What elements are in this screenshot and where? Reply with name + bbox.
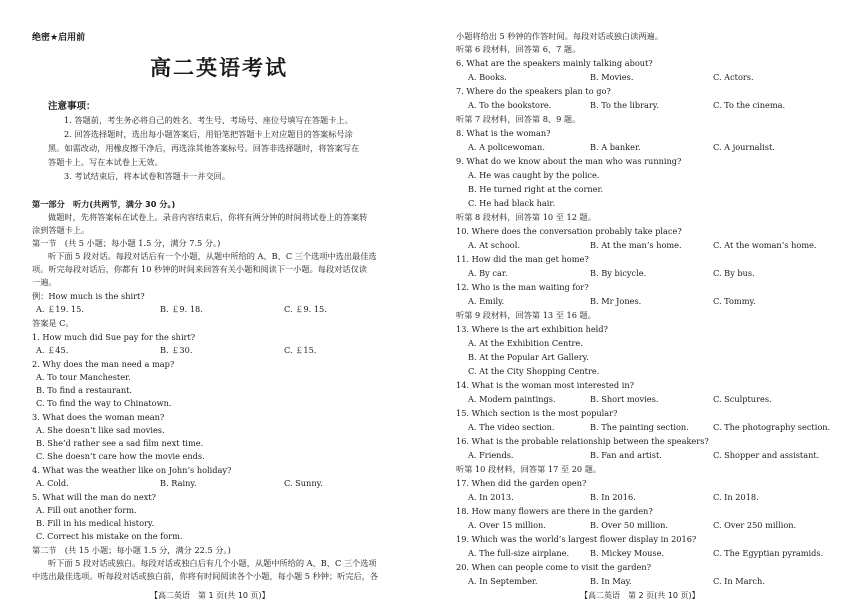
q14-option-b: B. Short movies. (590, 394, 659, 404)
q6-option-a: A. Books. (468, 72, 507, 82)
example-option-a: A. ￡19. 15. (36, 304, 84, 314)
q4-option-a: A. Cold. (36, 478, 69, 488)
example-option-c: C. ￡9. 15. (284, 304, 327, 314)
q20-option-a: A. In September. (468, 576, 538, 586)
q18-option-a: A. Over 15 million. (468, 520, 546, 530)
exam-title: 高二英语考试 (150, 56, 288, 80)
q19-option-b: B. Mickey Mouse. (590, 548, 665, 558)
question-2: 2. Why does the man need a map? (32, 359, 175, 369)
section2-instr-2: 中选出最佳选项。听每段对话或独白前，你将有时间阅读各个小题，每小题 5 秒钟；听完后，各 (32, 571, 379, 581)
question-10: 10. Where does the conversation probably take place? (456, 226, 682, 236)
q13-option-a: A. At the Exhibition Centre. (468, 338, 583, 348)
q3-option-c: C. She doesn’t care how the movie ends. (36, 451, 205, 461)
page-footer-1: 【高二英语 第 1 页(共 10 页)】 (150, 591, 270, 600)
q10-option-c: C. At the woman’s home. (713, 240, 817, 250)
q2-option-b: B. To find a restaurant. (36, 385, 133, 395)
material-9: 听第 9 段材料，回答第 13 至 16 题。 (456, 310, 596, 320)
section1-instr-3: 一遍。 (32, 277, 57, 287)
q17-option-a: A. In 2013. (468, 492, 514, 502)
example-answer: 答案是 C。 (32, 318, 74, 328)
q8-option-a: A. A policewoman. (468, 142, 545, 152)
example-question: 例：How much is the shirt? (32, 291, 145, 301)
question-19: 19. Which was the world’s largest flower display in 2016? (456, 534, 697, 544)
q20-option-c: C. In March. (713, 576, 765, 586)
q11-option-b: B. By bicycle. (590, 268, 647, 278)
section2-heading: 第二节 (共 15 小题；每小题 1.5 分，满分 22.5 分。) (32, 545, 231, 555)
q16-option-a: A. Friends. (468, 450, 514, 460)
q17-option-b: B. In 2016. (590, 492, 636, 502)
q12-option-a: A. Emily. (468, 296, 505, 306)
q13-option-c: C. At the City Shopping Centre. (468, 366, 600, 376)
question-7: 7. Where do the speakers plan to go? (456, 86, 611, 96)
q7-option-a: A. To the bookstore. (468, 100, 552, 110)
q15-option-c: C. The photography section. (713, 422, 831, 432)
q1-option-a: A. ￡45. (36, 345, 69, 355)
q20-option-b: B. In May. (590, 576, 632, 586)
material-6: 听第 6 段材料，回答第 6、7 题。 (456, 44, 581, 54)
q3-option-a: A. She doesn’t like sad movies. (36, 425, 165, 435)
q9-option-a: A. He was caught by the police. (468, 170, 600, 180)
page-2 (430, 0, 860, 608)
question-15: 15. Which section is the most popular? (456, 408, 618, 418)
question-8: 8. What is the woman? (456, 128, 551, 138)
q4-option-b: B. Rainy. (160, 478, 197, 488)
q6-option-c: C. Actors. (713, 72, 754, 82)
note-1: 1. 答题前，考生务必将自己的姓名、考生号、考场号、座位号填写在答题卡上。 (64, 115, 353, 125)
section1-instr-2: 项。听完每段对话后，你都有 10 秒钟的时间来回答有关小题和阅读下一小题。每段对话仅读 (32, 264, 367, 274)
q19-option-c: C. The Egyptian pyramids. (713, 548, 824, 558)
question-14: 14. What is the woman most interested in? (456, 380, 635, 390)
q7-option-c: C. To the cinema. (713, 100, 786, 110)
q17-option-c: C. In 2018. (713, 492, 759, 502)
q15-option-b: B. The painting section. (590, 422, 689, 432)
question-4: 4. What was the weather like on John’s holiday? (32, 465, 232, 475)
q3-option-b: B. She’d rather see a sad film next time. (36, 438, 204, 448)
section2-instr-1: 听下面 5 段对话或独白。每段对话或独白后有几个小题，从题中所给的 A、B、C 三个选项 (48, 558, 377, 568)
q11-option-c: C. By bus. (713, 268, 755, 278)
q19-option-a: A. The full-size airplane. (468, 548, 570, 558)
q9-option-c: C. He had black hair. (468, 198, 556, 208)
q18-option-b: B. Over 50 million. (590, 520, 668, 530)
section2-instr-3: 小题将给出 5 秒钟的作答时间。每段对话或独白读两遍。 (456, 31, 663, 41)
question-5: 5. What will the man do next? (32, 492, 157, 502)
q5-option-a: A. Fill out another form. (36, 505, 137, 515)
q5-option-c: C. Correct his mistake on the form. (36, 531, 183, 541)
q14-option-a: A. Modern paintings. (468, 394, 556, 404)
part1-intro-2: 涂到答题卡上。 (32, 225, 90, 235)
q1-option-b: B. ￡30. (160, 345, 193, 355)
page-footer-2: 【高二英语 第 2 页(共 10 页)】 (580, 591, 700, 600)
question-3: 3. What does the woman mean? (32, 412, 165, 422)
q9-option-b: B. He turned right at the corner. (468, 184, 604, 194)
question-18: 18. How many flowers are there in the garden? (456, 506, 653, 516)
q2-option-c: C. To find the way to Chinatown. (36, 398, 172, 408)
q16-option-b: B. Fan and artist. (590, 450, 662, 460)
q15-option-a: A. The video section. (468, 422, 555, 432)
section1-instr-1: 听下面 5 段对话。每段对话后有一个小题，从题中所给的 A、B、C 三个选项中选出最佳选 (48, 251, 377, 261)
material-7: 听第 7 段材料，回答第 8、9 题。 (456, 114, 581, 124)
q12-option-b: B. Mr Jones. (590, 296, 642, 306)
question-17: 17. When did the garden open? (456, 478, 587, 488)
q18-option-c: C. Over 250 million. (713, 520, 797, 530)
q11-option-a: A. By car. (468, 268, 508, 278)
notes-heading: 注意事项： (48, 101, 96, 112)
q16-option-c: C. Shopper and assistant. (713, 450, 820, 460)
question-12: 12. Who is the man waiting for? (456, 282, 589, 292)
q13-option-b: B. At the Popular Art Gallery. (468, 352, 589, 362)
q1-option-c: C. ￡15. (284, 345, 317, 355)
question-16: 16. What is the probable relationship between the speakers? (456, 436, 709, 446)
q10-option-a: A. At school. (468, 240, 520, 250)
question-6: 6. What are the speakers mainly talking about? (456, 58, 653, 68)
example-option-b: B. ￡9. 18. (160, 304, 203, 314)
q2-option-a: A. To tour Manchester. (36, 372, 131, 382)
confidential-label: 绝密★启用前 (32, 33, 86, 43)
q8-option-b: B. A banker. (590, 142, 641, 152)
note-3: 3. 考试结束后，将本试卷和答题卡一并交回。 (64, 171, 230, 181)
question-9: 9. What do we know about the man who was running? (456, 156, 682, 166)
q5-option-b: B. Fill in his medical history. (36, 518, 155, 528)
part1-heading: 第一部分 听力(共两节，满分 30 分。) (32, 199, 176, 209)
material-8: 听第 8 段材料，回答第 10 至 12 题。 (456, 212, 596, 222)
note-2c: 答题卡上。写在本试卷上无效。 (48, 157, 163, 167)
q12-option-c: C. Tommy. (713, 296, 756, 306)
q6-option-b: B. Movies. (590, 72, 634, 82)
material-10: 听第 10 段材料，回答第 17 至 20 题。 (456, 464, 602, 474)
question-20: 20. When can people come to visit the garden? (456, 562, 652, 572)
q4-option-c: C. Sunny. (284, 478, 323, 488)
note-2b: 黑。如需改动，用橡皮擦干净后，再选涂其他答案标号。回答非选择题时，将答案写在 (48, 143, 360, 153)
part1-intro-1: 做题时，先将答案标在试卷上。录音内容结束后，你将有两分钟的时间将试卷上的答案转 (48, 212, 368, 222)
question-11: 11. How did the man get home? (456, 254, 589, 264)
q14-option-c: C. Sculptures. (713, 394, 772, 404)
question-13: 13. Where is the art exhibition held? (456, 324, 608, 334)
q8-option-c: C. A journalist. (713, 142, 775, 152)
q7-option-b: B. To the library. (590, 100, 659, 110)
section1-heading: 第一节 (共 5 小题；每小题 1.5 分，满分 7.5 分。) (32, 238, 221, 248)
note-2a: 2. 回答选择题时，选出每小题答案后，用铅笔把答题卡上对应题目的答案标号涂 (64, 129, 353, 139)
question-1: 1. How much did Sue pay for the shirt? (32, 332, 196, 342)
q10-option-b: B. At the man’s home. (590, 240, 682, 250)
